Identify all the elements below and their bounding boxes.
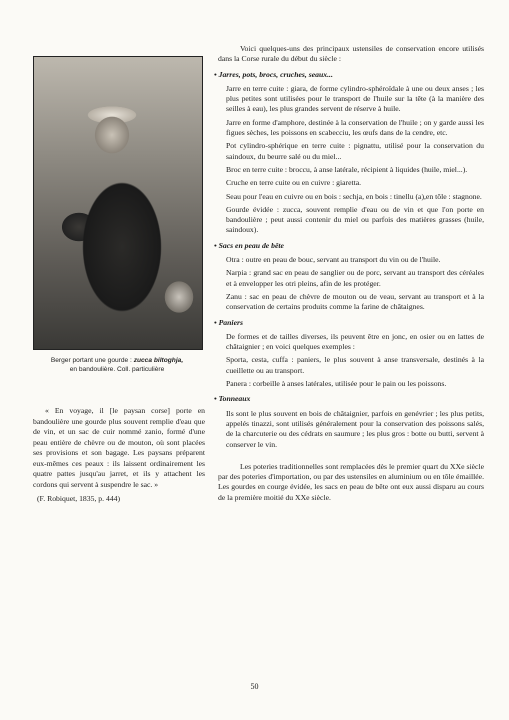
main-column <box>214 44 484 503</box>
entry-tonneaux: Ils sont le plus souvent en bois de châtaignier, parfois en genévrier ; les plus petits, appelés tinazzi, sont utilisés généralement pour la conservation des poissons salés, de la charcuterie ou des cédrats en saumure ; les plus gros : botte ou butti, servent à conserver le vin. <box>226 408 484 449</box>
entry-gourde: Gourde évidée : zucca, souvent remplie d'eau ou de vin et que l'on porte en bandoulière ; peut aussi contenir du miel ou parfois des matières grasses (huile, saindoux). <box>226 204 484 235</box>
entry-pot: Pot cylindro-sphérique en terre cuite : pignattu, utilisé pour la conservation du saindoux, du beurre salé ou du miel... <box>226 141 484 161</box>
intro-paragraph: Voici quelques-uns des principaux ustensiles de conservation encore utilisés dans la Corse rurale du début du siècle : <box>218 44 484 64</box>
entry-jarre-terre: Jarre en terre cuite : giara, de forme cylindro-sphéroïdale à une ou deux anses ; les plus petites sont utilisées pour le transport de l'huile sur la tête (à la manière des seilles à eau), les plus grandes servent de réserve à huile. <box>226 83 484 114</box>
closing-paragraph: Les poteries traditionnelles sont remplacées dès le premier quart du XXe siècle par des poteries d'importation, ou par des ustensiles en aluminium ou en tôle émaillée. Les gourdes en courge évidée, les sacs en peau de bête ont eux aussi disparu au cours de la première moitié du XXe siècle. <box>218 461 484 502</box>
caption-prefix: Berger portant une gourde : <box>50 357 134 364</box>
caption-rest: en bandoulière. Coll. particulière <box>69 366 165 373</box>
page-number: 50 <box>250 682 259 691</box>
entry-paniers-intro: De formes et de tailles diverses, ils peuvent être en jonc, en osier ou en lattes de châtaignier ; en voici quelques exemples : <box>226 331 484 352</box>
entry-broc: Broc en terre cuite : broccu, à anse latérale, récipient à liquides (huile, miel...). <box>226 164 468 174</box>
entry-otra: Otra : outre en peau de bouc, servant au transport du vin ou de l'huile. <box>226 255 441 265</box>
section-title-jarres: • Jarres, pots, brocs, cruches, seaux... <box>214 69 333 79</box>
entry-seau: Seau pour l'eau en cuivre ou en bois : sechja, en bois : tinellu (a),en tôle : stagnone. <box>226 191 482 201</box>
section-title-tonneaux: • Tonneaux <box>214 394 251 404</box>
section-title-paniers: • Paniers <box>214 317 243 327</box>
entry-narpia: Narpia : grand sac en peau de sanglier ou de porc, servant au transport des céréales et à envelopper les otri pleins, afin de les protéger. <box>226 268 484 288</box>
entry-cruche: Cruche en terre cuite ou en cuivre : giaretta. <box>226 178 362 188</box>
entry-sporta: Sporta, cesta, cuffa : paniers, le plus souvent à anse transversale, destinés à la cueillette ou au transport. <box>226 355 484 375</box>
entry-zanu: Zanu : sac en peau de chèvre de mouton ou de veau, servant au transport et à la conservation de certains produits comme la farine de châtaignes. <box>226 291 484 312</box>
entry-panera: Panera : corbeille à anses latérales, utilisée pour le pain ou les poissons. <box>226 379 447 389</box>
shepherd-photo <box>33 56 203 350</box>
quote-block <box>33 406 205 505</box>
caption-italic: zucca biltoghja, <box>133 357 184 364</box>
entry-jarre-amphore: Jarre en forme d'amphore, destinée à la conservation de l'huile ; on y garde aussi les figues sèches, les poissons en scabecciu, les œufs dans de la cendre, etc. <box>226 117 484 138</box>
quote-text: « En voyage, il [le paysan corse] porte en bandoulière une gourde plus souvent remplie d'eau que de vin, et un sac de cuir nommé zanio, formé d'une peau entière de chèvre ou de mouton, où sont placées ses provisions et son bagage. Les paysans préparent eux-mêmes ces peaux : ils laissent ordinairement les quatre pattes jusqu'au jarret, et ils y attachent les cordons qui servent à suspendre le sac. » <box>33 406 205 489</box>
quote-source: (F. Robiquet, 1835, p. 444) <box>37 494 121 503</box>
section-title-sacs: • Sacs en peau de bête <box>214 240 284 250</box>
photo-caption <box>33 356 201 374</box>
